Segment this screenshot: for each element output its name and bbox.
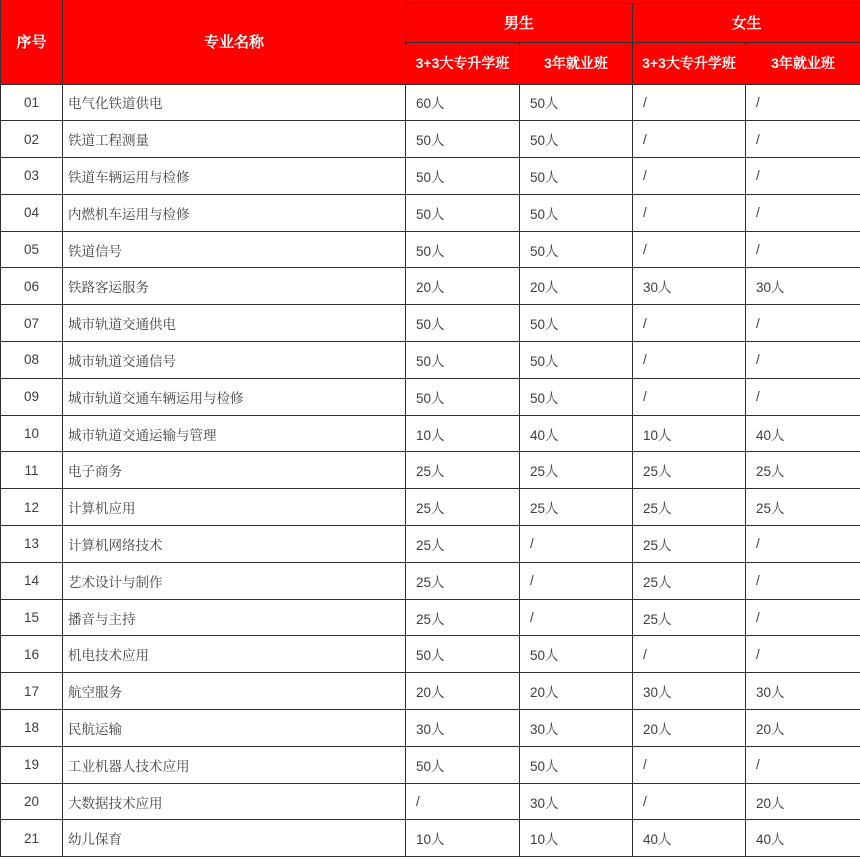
row-number-cell: 01 xyxy=(1,84,63,121)
table-row xyxy=(1,452,860,489)
major-name-cell: 民航运输 xyxy=(63,710,406,747)
table-body xyxy=(1,84,860,857)
table-row xyxy=(1,673,860,710)
table-row xyxy=(1,378,860,415)
female-job-count-cell: / xyxy=(746,158,860,195)
female-prep-count-cell: / xyxy=(633,746,746,783)
male-prep-count-cell: 50人 xyxy=(406,158,520,195)
major-name-cell: 计算机网络技术 xyxy=(63,526,406,563)
seq-column-header: 序号 xyxy=(1,0,63,84)
table-row xyxy=(1,489,860,526)
table-row xyxy=(1,342,860,379)
male-prep-count-cell: 25人 xyxy=(406,526,520,563)
row-number-cell: 09 xyxy=(1,378,63,415)
male-prep-count-cell: 25人 xyxy=(406,562,520,599)
female-group-header: 女生 xyxy=(633,3,860,42)
row-number-cell: 03 xyxy=(1,158,63,195)
female-prep-count-cell: 25人 xyxy=(633,452,746,489)
major-name-cell: 电子商务 xyxy=(63,452,406,489)
female-prep-count-cell: 40人 xyxy=(633,820,746,857)
female-prep-count-cell: 25人 xyxy=(633,526,746,563)
major-name-cell: 铁道车辆运用与检修 xyxy=(63,158,406,195)
female-prep-count-cell: / xyxy=(633,378,746,415)
female-job-count-cell: / xyxy=(746,231,860,268)
male-job-count-cell: 50人 xyxy=(520,305,633,342)
female-prep-count-cell: / xyxy=(633,636,746,673)
male-job-count-cell: 30人 xyxy=(520,783,633,820)
male-job-count-cell: 10人 xyxy=(520,820,633,857)
male-job-count-cell: 50人 xyxy=(520,84,633,121)
major-name-cell: 城市轨道交通信号 xyxy=(63,342,406,379)
female-prep-count-cell: / xyxy=(633,158,746,195)
major-name-cell: 大数据技术应用 xyxy=(63,783,406,820)
female-prep-count-cell: 25人 xyxy=(633,599,746,636)
major-name-cell: 艺术设计与制作 xyxy=(63,562,406,599)
female-prep-count-cell: / xyxy=(633,783,746,820)
female-job-count-cell: / xyxy=(746,84,860,121)
row-number-cell: 13 xyxy=(1,526,63,563)
female-job-class-header: 3年就业班 xyxy=(746,42,860,84)
male-job-count-cell: 50人 xyxy=(520,194,633,231)
female-prep-count-cell: 30人 xyxy=(633,673,746,710)
male-prep-count-cell: 50人 xyxy=(406,305,520,342)
male-job-count-cell: 20人 xyxy=(520,268,633,305)
table-row xyxy=(1,158,860,195)
female-prep-count-cell: 10人 xyxy=(633,415,746,452)
row-number-cell: 07 xyxy=(1,305,63,342)
female-prep-count-cell: 25人 xyxy=(633,489,746,526)
female-prep-count-cell: / xyxy=(633,194,746,231)
row-number-cell: 11 xyxy=(1,452,63,489)
male-prep-count-cell: 25人 xyxy=(406,489,520,526)
male-job-count-cell: / xyxy=(520,526,633,563)
female-job-count-cell: / xyxy=(746,746,860,783)
table-row xyxy=(1,268,860,305)
female-job-count-cell: / xyxy=(746,636,860,673)
male-prep-count-cell: 50人 xyxy=(406,378,520,415)
row-number-cell: 15 xyxy=(1,599,63,636)
female-job-count-cell: 30人 xyxy=(746,673,860,710)
female-job-count-cell: / xyxy=(746,342,860,379)
male-job-count-cell: 50人 xyxy=(520,121,633,158)
table-row xyxy=(1,746,860,783)
male-prep-count-cell: 50人 xyxy=(406,636,520,673)
row-number-cell: 20 xyxy=(1,783,63,820)
male-job-count-cell: / xyxy=(520,562,633,599)
major-name-cell: 铁道工程测量 xyxy=(63,121,406,158)
major-name-cell: 内燃机车运用与检修 xyxy=(63,194,406,231)
male-prep-count-cell: 20人 xyxy=(406,268,520,305)
table-row xyxy=(1,636,860,673)
table-row xyxy=(1,599,860,636)
male-prep-count-cell: 25人 xyxy=(406,599,520,636)
major-name-cell: 工业机器人技术应用 xyxy=(63,746,406,783)
female-job-count-cell: / xyxy=(746,194,860,231)
table-row xyxy=(1,526,860,563)
male-job-count-cell: 40人 xyxy=(520,415,633,452)
table-row xyxy=(1,84,860,121)
female-prep-count-cell: / xyxy=(633,305,746,342)
male-job-count-cell: 50人 xyxy=(520,746,633,783)
major-name-cell: 铁道信号 xyxy=(63,231,406,268)
major-name-cell: 城市轨道交通车辆运用与检修 xyxy=(63,378,406,415)
female-job-count-cell: / xyxy=(746,562,860,599)
female-prep-count-cell: / xyxy=(633,231,746,268)
male-prep-count-cell: 20人 xyxy=(406,673,520,710)
table-row xyxy=(1,710,860,747)
table-row xyxy=(1,783,860,820)
male-job-count-cell: 50人 xyxy=(520,636,633,673)
male-prep-class-header: 3+3大专升学班 xyxy=(406,42,520,84)
major-name-cell: 电气化铁道供电 xyxy=(63,84,406,121)
row-number-cell: 05 xyxy=(1,231,63,268)
table-row xyxy=(1,194,860,231)
female-job-count-cell: 20人 xyxy=(746,783,860,820)
row-number-cell: 12 xyxy=(1,489,63,526)
table-row xyxy=(1,305,860,342)
male-job-count-cell: 30人 xyxy=(520,710,633,747)
male-prep-count-cell: 50人 xyxy=(406,121,520,158)
row-number-cell: 10 xyxy=(1,415,63,452)
female-prep-count-cell: 20人 xyxy=(633,710,746,747)
female-job-count-cell: 40人 xyxy=(746,820,860,857)
male-group-header: 男生 xyxy=(406,3,633,42)
male-job-count-cell: 20人 xyxy=(520,673,633,710)
male-job-count-cell: 50人 xyxy=(520,231,633,268)
female-job-count-cell: / xyxy=(746,305,860,342)
female-job-count-cell: / xyxy=(746,121,860,158)
female-job-count-cell: / xyxy=(746,378,860,415)
male-prep-count-cell: 30人 xyxy=(406,710,520,747)
row-number-cell: 06 xyxy=(1,268,63,305)
male-prep-count-cell: 50人 xyxy=(406,231,520,268)
female-job-count-cell: 25人 xyxy=(746,452,860,489)
table-header xyxy=(1,0,860,84)
major-name-cell: 播音与主持 xyxy=(63,599,406,636)
table-row xyxy=(1,820,860,857)
row-number-cell: 02 xyxy=(1,121,63,158)
major-column-header: 专业名称 xyxy=(63,0,406,84)
row-number-cell: 21 xyxy=(1,820,63,857)
major-name-cell: 计算机应用 xyxy=(63,489,406,526)
male-prep-count-cell: 10人 xyxy=(406,415,520,452)
male-job-count-cell: 50人 xyxy=(520,378,633,415)
row-number-cell: 18 xyxy=(1,710,63,747)
table-row xyxy=(1,231,860,268)
male-job-count-cell: / xyxy=(520,599,633,636)
row-number-cell: 04 xyxy=(1,194,63,231)
male-prep-count-cell: 50人 xyxy=(406,194,520,231)
female-job-count-cell: 25人 xyxy=(746,489,860,526)
male-job-count-cell: 50人 xyxy=(520,342,633,379)
major-name-cell: 机电技术应用 xyxy=(63,636,406,673)
major-name-cell: 铁路客运服务 xyxy=(63,268,406,305)
male-prep-count-cell: 60人 xyxy=(406,84,520,121)
male-job-count-cell: 25人 xyxy=(520,489,633,526)
female-job-count-cell: / xyxy=(746,526,860,563)
female-prep-class-header: 3+3大专升学班 xyxy=(633,42,746,84)
major-name-cell: 城市轨道交通供电 xyxy=(63,305,406,342)
major-name-cell: 城市轨道交通运输与管理 xyxy=(63,415,406,452)
female-job-count-cell: 20人 xyxy=(746,710,860,747)
male-prep-count-cell: 50人 xyxy=(406,746,520,783)
row-number-cell: 08 xyxy=(1,342,63,379)
male-job-count-cell: 50人 xyxy=(520,158,633,195)
female-job-count-cell: 30人 xyxy=(746,268,860,305)
table-row xyxy=(1,562,860,599)
male-prep-count-cell: 10人 xyxy=(406,820,520,857)
female-prep-count-cell: 25人 xyxy=(633,562,746,599)
male-job-count-cell: 25人 xyxy=(520,452,633,489)
female-job-count-cell: / xyxy=(746,599,860,636)
male-prep-count-cell: 25人 xyxy=(406,452,520,489)
row-number-cell: 16 xyxy=(1,636,63,673)
row-number-cell: 17 xyxy=(1,673,63,710)
female-prep-count-cell: / xyxy=(633,84,746,121)
row-number-cell: 14 xyxy=(1,562,63,599)
female-prep-count-cell: 30人 xyxy=(633,268,746,305)
table-row xyxy=(1,415,860,452)
major-name-cell: 幼儿保育 xyxy=(63,820,406,857)
table-row xyxy=(1,121,860,158)
female-prep-count-cell: / xyxy=(633,121,746,158)
female-job-count-cell: 40人 xyxy=(746,415,860,452)
major-name-cell: 航空服务 xyxy=(63,673,406,710)
male-prep-count-cell: / xyxy=(406,783,520,820)
male-job-class-header: 3年就业班 xyxy=(520,42,633,84)
male-prep-count-cell: 50人 xyxy=(406,342,520,379)
female-prep-count-cell: / xyxy=(633,342,746,379)
row-number-cell: 19 xyxy=(1,746,63,783)
